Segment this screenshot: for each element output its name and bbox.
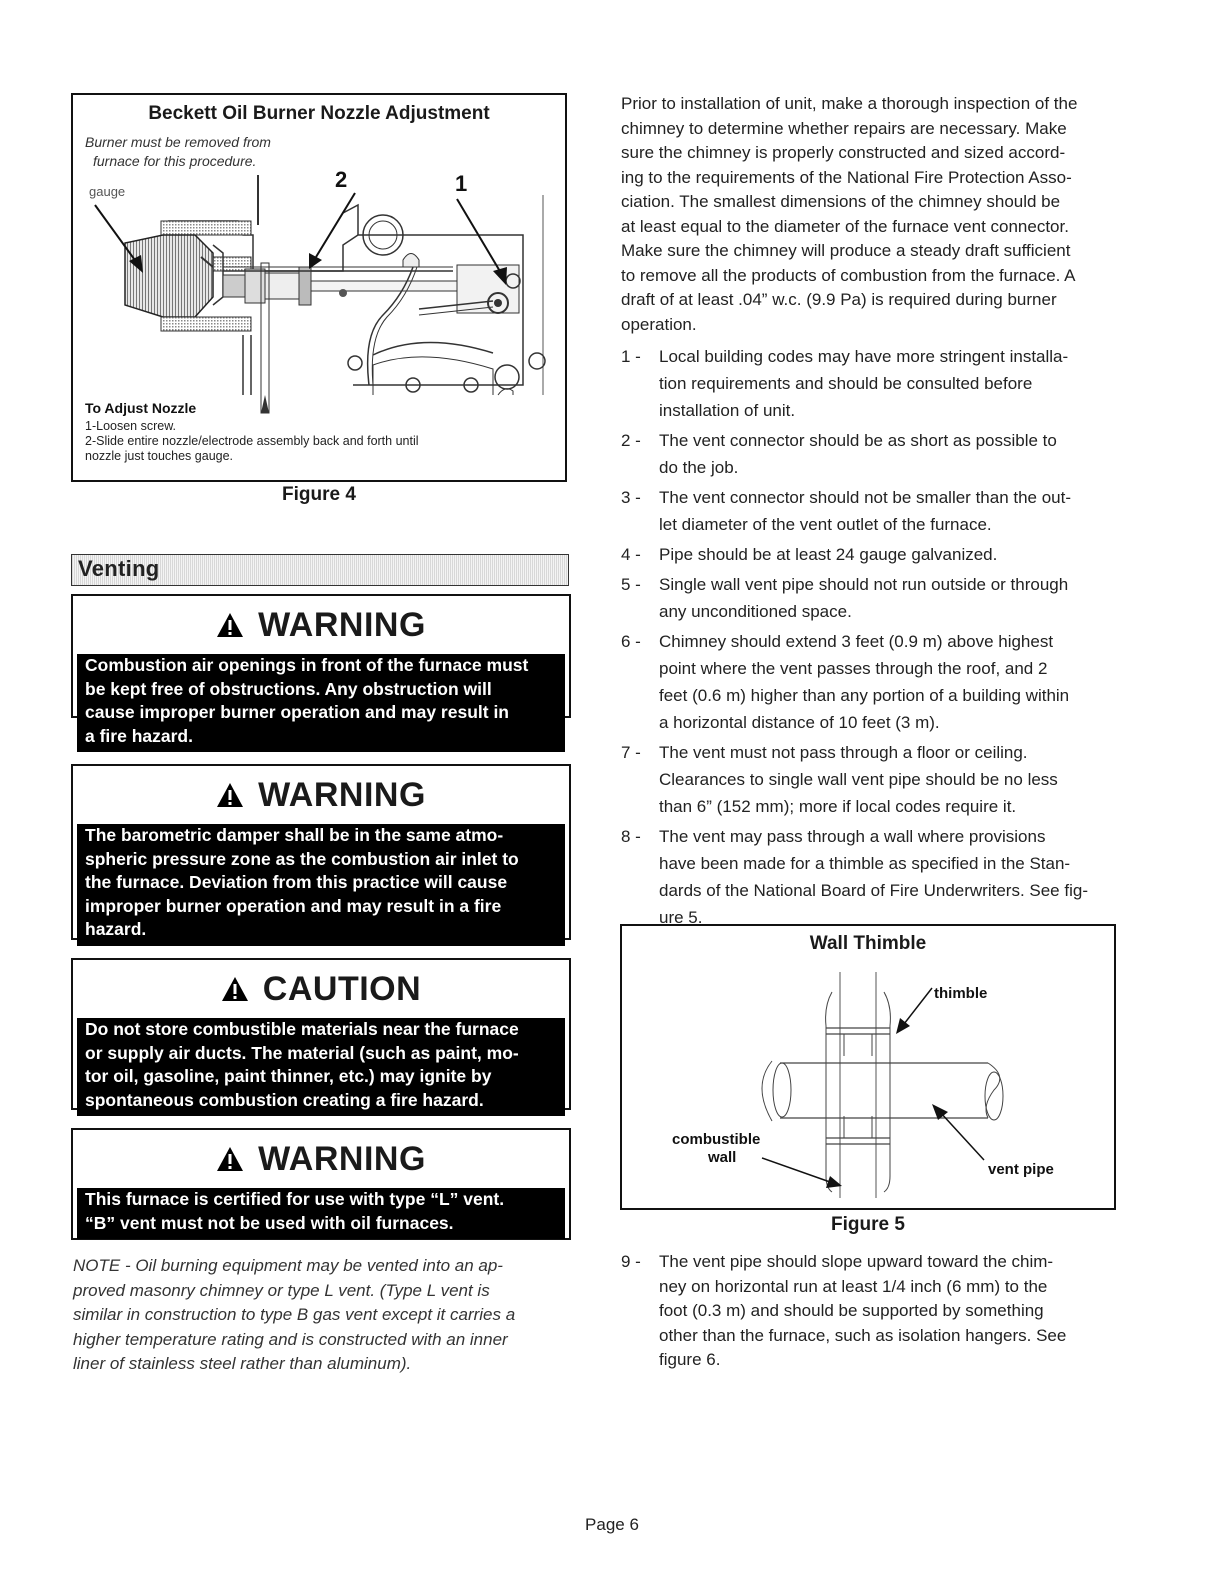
warning-title-text: WARNING <box>258 1139 426 1178</box>
caution-line: or supply air ducts. The material (such as paint, mo- <box>85 1042 519 1063</box>
wall-thimble-illustration <box>622 926 1114 1208</box>
section-heading-venting <box>71 554 569 586</box>
warning-line: “B” vent must not be used with oil furnaces. <box>85 1212 454 1233</box>
intro-paragraph <box>621 92 1121 337</box>
caution-line: tor oil, gasoline, paint thinner, etc.) may ignite by <box>85 1066 492 1086</box>
figure-4 <box>71 93 567 482</box>
list-item: 6 - Chimney should extend 3 feet (0.9 m) above highest point where the vent passes through the roof, and 2 feet (0.6 m) higher than any portion of a building within a horizontal distance of 10 feet (3 m). <box>621 632 1070 732</box>
intro-line: chimney to determine whether repairs are necessary. Make <box>621 118 1067 138</box>
caution-line: spontaneous combustion creating a fire hazard. <box>85 1089 484 1110</box>
warning-body <box>77 1188 565 1239</box>
warning-line: This furnace is certified for use with type “L” vent. <box>85 1189 505 1209</box>
intro-line: draft of at least .04” w.c. (9.9 Pa) is required during burner <box>621 290 1057 309</box>
note-line: similar in construction to type B gas vent except it carries a <box>73 1305 516 1324</box>
figure-4-steps <box>85 401 419 464</box>
warning-line: Combustion air openings in front of the furnace must <box>85 655 529 675</box>
step: 1-Loosen screw. <box>85 419 177 433</box>
intro-line: ciation. The smallest dimensions of the chimney should be <box>621 192 1061 211</box>
warning-title <box>73 1130 569 1188</box>
figure-5-title: Wall Thimble <box>809 933 927 954</box>
caution-body <box>77 1018 565 1116</box>
requirements-list <box>621 343 1121 931</box>
intro-line: ing to the requirements of the National Fire Protection Asso- <box>621 167 1072 187</box>
section-heading-text: Venting <box>78 556 160 581</box>
caution-title-text: CAUTION <box>262 969 422 1008</box>
steps-heading: To Adjust Nozzle <box>85 400 197 416</box>
list-item: 4 - Pipe should be at least 24 gauge galvanized. <box>621 545 998 564</box>
warning-box-vent-type <box>71 1128 571 1240</box>
page-number: Page 6 <box>585 1515 639 1534</box>
warning-title <box>73 596 569 654</box>
warning-title-text: WARNING <box>258 605 426 644</box>
step: 2-Slide entire nozzle/electrode assembly back and forth until <box>85 434 419 448</box>
list-item: 7 - The vent must not pass through a floor or ceiling. Clearances to single wall vent pipe should be no less than 6” (152 mm); more if local codes require it. <box>621 743 1058 816</box>
warning-line: the furnace. Deviation from this practice will cause <box>85 872 508 892</box>
caution-line: Do not store combustible materials near the furnace <box>85 1019 519 1039</box>
figure-4-note-line: Burner must be removed from <box>85 134 271 150</box>
note-line: proved masonry chimney or type L vent. (Type L vent is <box>73 1280 490 1300</box>
intro-line: sure the chimney is properly constructed and sized accord- <box>621 143 1066 162</box>
callout-1: 1 <box>455 171 468 196</box>
caution-title <box>73 960 569 1018</box>
warning-line: cause improper burner operation and may result in <box>85 702 509 722</box>
warning-box-barometric-damper <box>71 764 571 940</box>
warning-triangle-icon <box>221 976 249 1002</box>
gauge-label: gauge <box>89 184 126 199</box>
figure-4-note-line: furnace for this procedure. <box>93 153 257 169</box>
warning-title-text: WARNING <box>258 775 426 814</box>
caution-box-combustible-materials <box>71 958 571 1110</box>
vent-pipe-label: vent pipe <box>988 1161 1054 1178</box>
warning-triangle-icon <box>216 1146 244 1172</box>
note-line: higher temperature rating and is constructed with an inner <box>73 1329 508 1349</box>
intro-line: at least equal to the diameter of the furnace vent connector. <box>621 216 1069 236</box>
thimble-label: thimble <box>934 985 988 1002</box>
warning-body <box>77 654 565 752</box>
warning-box-combustion-air <box>71 594 571 746</box>
intro-line: operation. <box>621 314 697 334</box>
figure-4-title: Beckett Oil Burner Nozzle Adjustment <box>148 103 490 124</box>
warning-triangle-icon <box>216 612 244 638</box>
note-line: NOTE - Oil burning equipment may be vented into an ap- <box>73 1256 503 1275</box>
intro-line: Prior to installation of unit, make a thorough inspection of the <box>621 94 1078 113</box>
warning-body <box>77 824 565 946</box>
intro-line: to remove all the products of combustion from the furnace. A <box>621 265 1076 285</box>
list-item: 5 - Single wall vent pipe should not run outside or through any unconditioned space. <box>621 575 1069 621</box>
step: nozzle just touches gauge. <box>85 449 234 463</box>
warning-line: hazard. <box>85 919 147 939</box>
list-item: 9 - The vent pipe should slope upward toward the chim- ney on horizontal run at least 1/4 inch (6 mm) to the foot (0.3 m) and should be supported by something other than the furnace, such as isolation hangers. See figure 6. <box>621 1252 1067 1369</box>
note-line: liner of stainless steel rather than aluminum). <box>73 1354 412 1373</box>
warning-line: improper burner operation and may result in a fire <box>85 895 502 916</box>
list-item: 3 - The vent connector should not be smaller than the out- let diameter of the vent outlet of the furnace. <box>621 488 1072 534</box>
warning-triangle-icon <box>216 782 244 808</box>
figure-5-caption: Figure 5 <box>831 1214 905 1235</box>
combustible-label: combustible <box>672 1131 761 1148</box>
list-item: 1 - Local building codes may have more stringent installa- tion requirements and should be consulted before installation of unit. <box>621 347 1069 420</box>
figure-5 <box>620 924 1116 1210</box>
warning-line: be kept free of obstructions. Any obstruction will <box>85 678 492 699</box>
callout-2: 2 <box>335 167 348 192</box>
figure-4-caption: Figure 4 <box>282 484 356 505</box>
list-item: 2 - The vent connector should be as short as possible to do the job. <box>621 431 1057 477</box>
warning-title <box>73 766 569 824</box>
requirements-list-continued <box>621 1250 1121 1373</box>
note-paragraph <box>73 1254 573 1377</box>
wall-label: wall <box>708 1149 737 1166</box>
warning-line: a fire hazard. <box>85 725 193 746</box>
list-item: 8 - The vent may pass through a wall where provisions have been made for a thimble as specified in the Stan- dards of the National Board of Fire Underwriters. See fig- ure 5. <box>621 827 1088 927</box>
intro-line: Make sure the chimney will produce a steady draft sufficient <box>621 241 1071 260</box>
warning-line: The barometric damper shall be in the same atmo- <box>85 825 504 845</box>
warning-line: spheric pressure zone as the combustion air inlet to <box>85 848 519 869</box>
